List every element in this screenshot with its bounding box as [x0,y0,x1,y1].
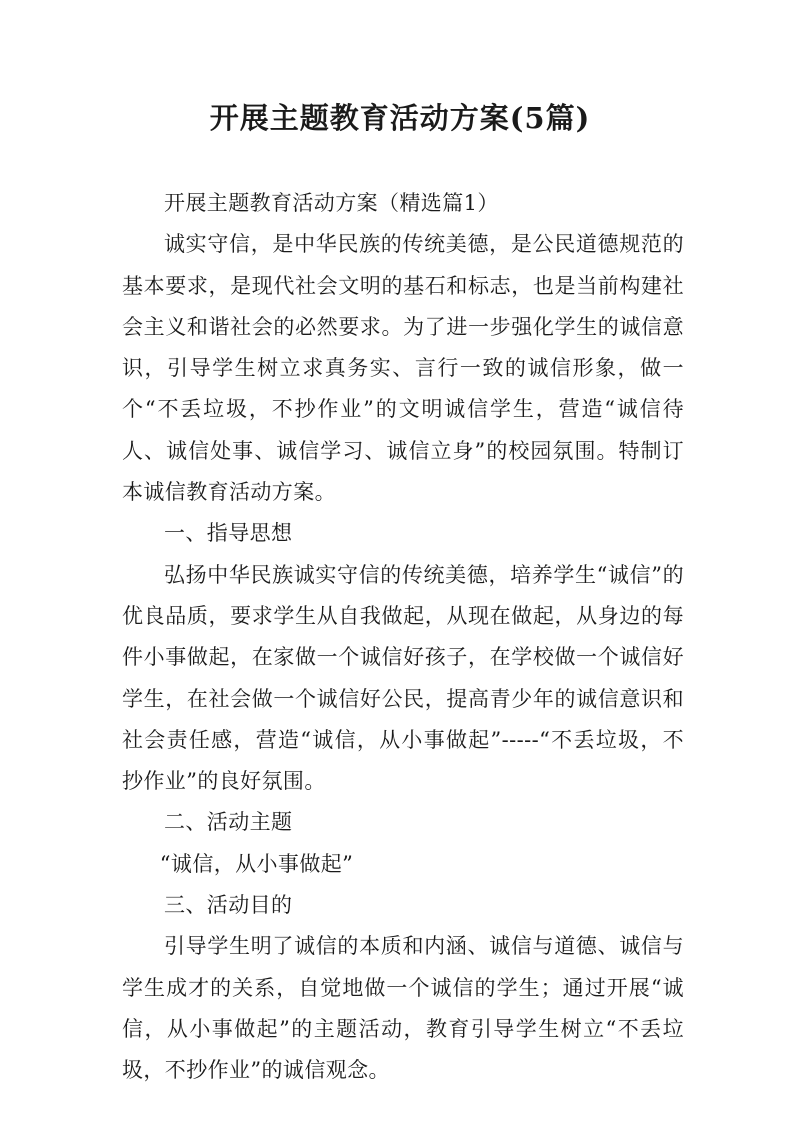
guiding-ideology-paragraph: 弘扬中华民族诚实守信的传统美德，培养学生“诚信”的优良品质，要求学生从自我做起，从现在做起，从身边的每件小事做起，在家做一个诚信好孩子，在学校做一个诚信好学生，在社会做一个诚信好公民，提高青少年的诚信意识和社会责任感，营造“诚信，从小事做起”-----“不丢垃圾，不抄作业”的良好氛围。 [122,562,684,794]
document-body [122,183,684,1092]
document-title: 开展主题教育活动方案(5篇) [209,101,591,135]
heading-activity-theme: 二、活动主题 [164,810,293,835]
heading-guiding-ideology: 一、指导思想 [164,521,293,546]
intro-paragraph: 诚实守信，是中华民族的传统美德，是公民道德规范的基本要求，是现代社会文明的基石和标志，也是当前构建社会主义和谐社会的必然要求。为了进一步强化学生的诚信意识，引导学生树立求真务实、言行一致的诚信形象，做一个“不丢垃圾，不抄作业”的文明诚信学生，营造“诚信待人、诚信处事、诚信学习、诚信立身”的校园氛围。特制订本诚信教育活动方案。 [122,232,684,505]
activity-theme-text: “诚信，从小事做起” [159,851,354,876]
section-title: 开展主题教育活动方案（精选篇1） [164,191,499,215]
heading-activity-purpose: 三、活动目的 [164,893,293,918]
activity-purpose-paragraph: 引导学生明了诚信的本质和内涵、诚信与道德、诚信与学生成才的关系，自觉地做一个诚信的学生；通过开展“诚信，从小事做起”的主题活动，教育引导学生树立“不丢垃圾，不抄作业”的诚信观念。 [122,934,684,1083]
